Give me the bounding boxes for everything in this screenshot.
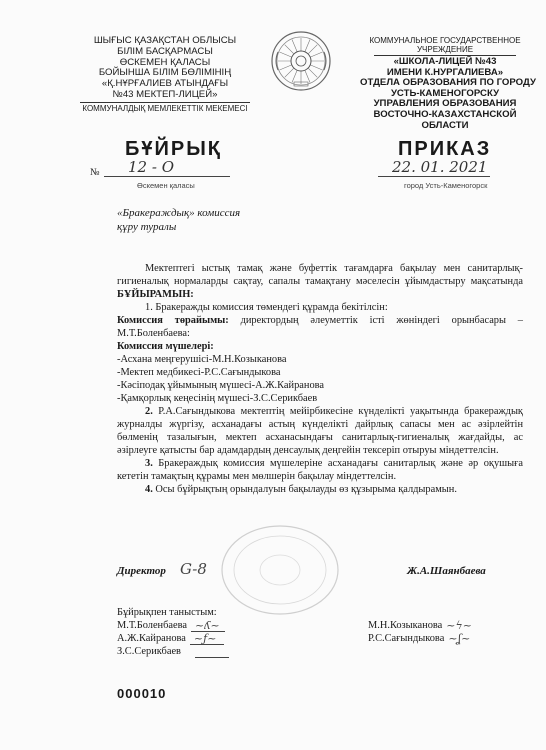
director-label: Директор: [117, 565, 166, 577]
item-2-number: 2.: [145, 406, 153, 417]
acknowledgment-person: А.Ж.Кайранова: [117, 633, 186, 644]
header-left-line: ШЫҒЫС ҚАЗАҚСТАН ОБЛЫСЫ: [93, 35, 237, 46]
header-left-footer: КОММУНАЛДЫҚ МЕМЛЕКЕТТІК МЕКЕМЕСІ: [82, 103, 248, 113]
subject-line: «Бракераждық» комиссия: [117, 207, 241, 219]
header-right-line: «ШКОЛА-ЛИЦЕЙ №43: [393, 56, 497, 67]
signature-line: [195, 647, 229, 658]
acknowledgment-row: [117, 619, 229, 632]
city-kz: Өскемен қаласы: [137, 181, 195, 190]
intro-paragraph: [117, 262, 523, 301]
header-left: [70, 36, 260, 113]
header-left-line: №43 МЕКТЕП-ЛИЦЕЙ»: [112, 88, 218, 100]
order-number-underline: [104, 176, 230, 177]
item-3: [117, 457, 523, 483]
header-right-line: ВОСТОЧНО-КАЗАХСТАНСКОЙ: [373, 108, 517, 120]
item-2: [117, 405, 523, 457]
header-left-line: БОЙЫНША БІЛІМ БӨЛІМІНІҢ: [98, 67, 232, 79]
acknowledgment-person: Р.С.Сағындыкова: [368, 633, 445, 644]
item-2-text: Р.А.Сағындыкова мектептің мейірбикесіне күнделікті уақытында бракераждық журналды жүргізу, асханадағы астың күнделікті дайрлық сапасы мен ас әзірлейтін бөлменің тазалығын, мектеп асханасындағы санитарлық-гигиеналық жағдайды, ас әзірлеуге қатысты бар адамдардың денсаулық деңгейін тексеріп отыруы міндеттелсін.: [117, 406, 523, 456]
member-item: -Асхана меңгерушісі-М.Н.Козыканова: [117, 354, 287, 365]
acknowledgment-left: [117, 606, 229, 658]
chair-paragraph: [117, 314, 523, 340]
header-right-line: ИМЕНИ К.НУРГАЛИЕВА»: [386, 66, 504, 78]
header-right-line: КОММУНАЛЬНОЕ ГОСУДАРСТВЕННОЕ: [369, 36, 521, 45]
header-left-line: «Қ.НҰРҒАЛИЕВ АТЫНДАҒЫ: [101, 78, 229, 90]
order-date-underline: [378, 176, 490, 177]
acknowledgment-right: [368, 619, 472, 645]
handwritten-signature-icon: ~ƒ~: [193, 632, 217, 645]
item-3-text: Бракераждық комиссия мүшелеріне асханадағы санитарлық және әр оқушыға кететін тамақтың құрамы мен мөлшерін бақылау міндеттелсін.: [117, 458, 523, 482]
header-right-line: ОТДЕЛА ОБРАЗОВАНИЯ ПО ГОРОДУ: [360, 77, 536, 89]
director-name: Ж.А.Шаянбаева: [407, 565, 486, 577]
member-item: -Кәсіподақ ұйымының мүшесі-А.Ж.Кайранова: [117, 380, 325, 391]
header-left-line: БІЛІМ БАСҚАРМАСЫ: [117, 45, 213, 57]
acknowledgment-row: [368, 632, 472, 645]
member-item: -Мектеп медбикесі-Р.С.Сағындыкова: [117, 367, 281, 378]
member-item: -Қамқорлық кеңесінің мүшесі-З.С.Серикбаев: [117, 393, 318, 404]
stamp-seal-icon: [215, 520, 345, 620]
header-right-line: УЧРЕЖДЕНИЕ: [416, 45, 474, 54]
state-emblem-icon: [270, 30, 332, 92]
header-left-line: ӨСКЕМЕН ҚАЛАСЫ: [119, 56, 211, 68]
handwritten-signature-icon: ~ʎ~: [195, 619, 220, 632]
members-label: Комиссия мүшелері:: [117, 341, 214, 352]
acknowledgment-person: З.С.Серикбаев: [117, 646, 181, 657]
intro-text: Мектептегі ыстық тамақ және буфеттік тағамдарға бақылау мен санитарлық-гигиеналық нормаларды сақтау, сапалы тамақтану мәселесін ұйымдастыру мақсатында: [117, 263, 523, 287]
acknowledgment-row: [368, 619, 472, 632]
order-number: 12 - О: [128, 158, 174, 176]
header-left-divider: [80, 102, 250, 103]
acknowledgment-person: М.Т.Боленбаева: [117, 620, 188, 631]
header-right-line: УСТЬ-КАМЕНОГОРСКУ: [390, 87, 500, 99]
item-4-text: Осы бұйрықтың орындалуын бақылауды өз құзырыма қалдырамын.: [155, 484, 457, 495]
item-4-number: 4.: [145, 484, 153, 495]
handwritten-signature-icon: ~ʆ~: [448, 632, 471, 645]
order-date: 22. 01. 2021: [392, 158, 488, 176]
director-signature: G-8: [180, 560, 207, 578]
order-body: [117, 262, 523, 496]
item-4: [117, 483, 523, 496]
serial-number: 000010: [117, 686, 167, 701]
intro-bold: БҰЙЫРАМЫН:: [117, 289, 194, 300]
acknowledgment-row: [117, 632, 229, 645]
header-right-line: ОБЛАСТИ: [421, 119, 469, 131]
order-number-prefix: №: [90, 167, 100, 178]
acknowledgment-row: [117, 645, 229, 658]
item-3-number: 3.: [145, 458, 153, 469]
order-subject: [117, 206, 240, 234]
acknowledgment-title: Бұйрықпен таныстым:: [117, 607, 217, 618]
header-right: [360, 36, 536, 131]
subject-line: құру туралы: [117, 221, 177, 233]
header-right-line: УПРАВЛЕНИЯ ОБРАЗОВАНИЯ: [373, 98, 517, 110]
chair-text: директордың әлеуметтік істі жөніндегі орынбасары –М.Т.Боленбаева:: [117, 315, 523, 339]
item-1: 1. Бракеражды комиссия төмендегі құрамда бекітілсін:: [145, 302, 388, 313]
handwritten-signature-icon: ~ϟ~: [446, 619, 472, 632]
chair-label: Комиссия төрайымы:: [117, 315, 229, 326]
order-title-kz: БҰЙРЫҚ: [125, 138, 222, 160]
acknowledgment-person: М.Н.Козыканова: [368, 620, 443, 631]
city-ru: город Усть-Каменогорск: [404, 181, 488, 190]
order-title-ru: ПРИКАЗ: [398, 138, 492, 160]
